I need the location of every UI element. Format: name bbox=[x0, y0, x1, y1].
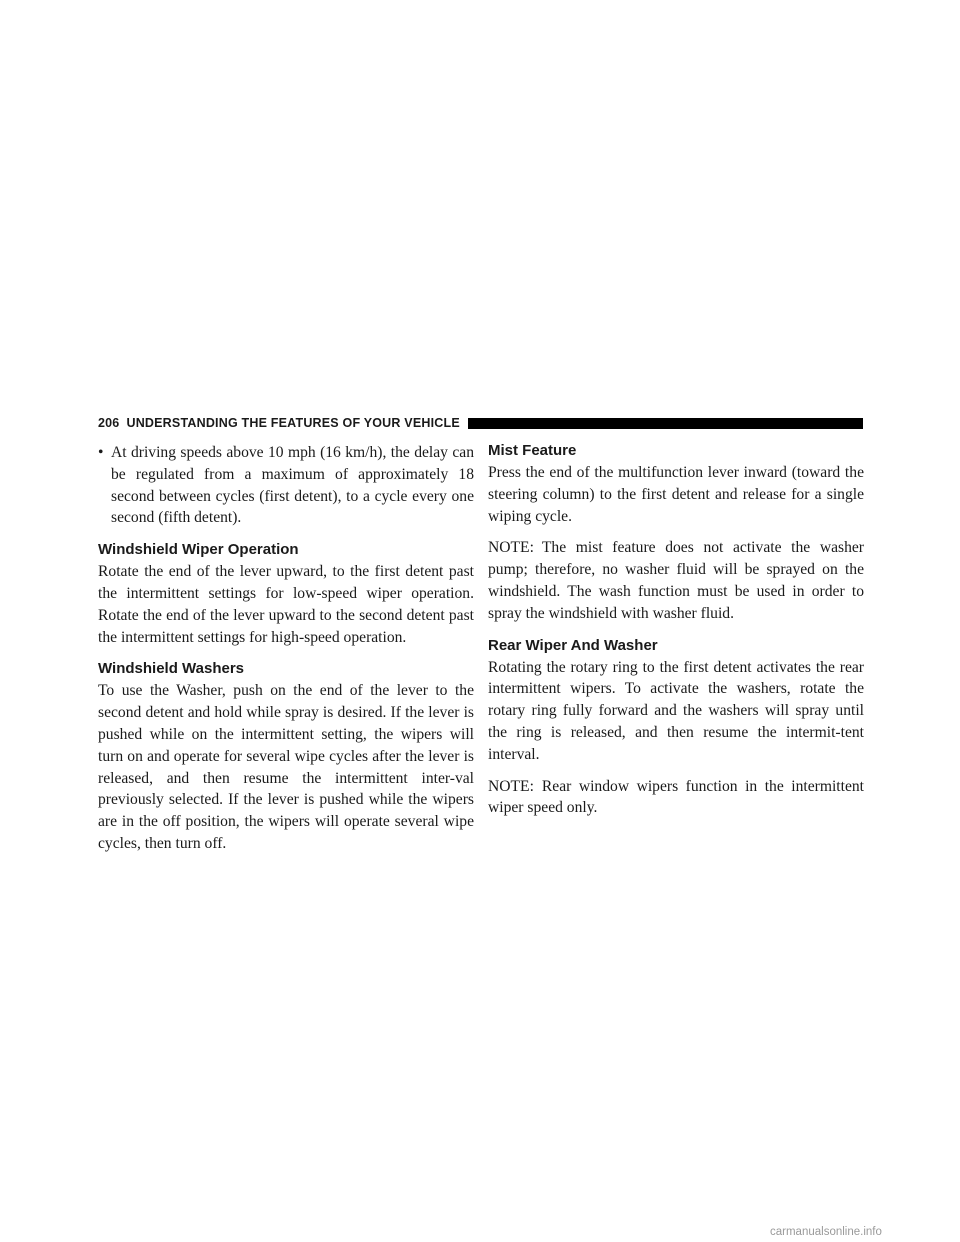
paragraph-washers: To use the Washer, push on the end of the lever to the second detent and hold while spray is desired. If the lever is pushed while on the intermittent setting, the wipers will turn on and operate for several wipe cycles after the lever is released, and then resume the intermittent inter-val previously selected. If the lever is pushed while the wipers are in the off position, the wipers will operate several wipe cycles, then turn off. bbox=[98, 682, 474, 852]
heading-windshield-washers: Windshield Washers bbox=[98, 660, 245, 678]
left-column bbox=[98, 442, 474, 865]
bullet-icon: • bbox=[98, 444, 104, 461]
heading-rear-wiper-and-washer: Rear Wiper And Washer bbox=[488, 636, 658, 654]
bullet-item bbox=[98, 442, 474, 529]
paragraph-wiper-operation: Rotate the end of the lever upward, to the first detent past the intermittent settings for low-speed wiper operation. Rotate the end of the lever upward to the second detent past the intermittent settings for high-speed operation. bbox=[98, 563, 474, 646]
watermark: carmanualsonline.info bbox=[770, 1226, 882, 1238]
note-mist bbox=[488, 537, 864, 624]
paragraph-rear: Rotating the rotary ring to the first detent activates the rear intermittent wipers. To activate the washers, rotate the rotary ring fully forward and the washers will spray until the ring is released, and then resume the intermit-tent interval. bbox=[488, 658, 864, 763]
note-rear-text: Rear window wipers function in the intermittent wiper speed only. bbox=[488, 777, 864, 817]
paragraph-mist: Press the end of the multifunction lever inward (toward the steering column) to the first detent and release for a single wiping cycle. bbox=[488, 464, 864, 525]
note-label: NOTE: bbox=[488, 777, 534, 795]
page-header bbox=[98, 416, 863, 430]
bullet-text: At driving speeds above 10 mph (16 km/h), the delay can be regulated from a maximum of approximately 18 second between cycles (first detent), to a cycle every one second (fifth detent). bbox=[111, 444, 474, 527]
header-rule bbox=[468, 418, 863, 429]
right-column bbox=[488, 442, 864, 829]
note-label: NOTE: bbox=[488, 539, 534, 557]
section-title: UNDERSTANDING THE FEATURES OF YOUR VEHICLE bbox=[126, 416, 460, 430]
page-number: 206 bbox=[98, 416, 120, 430]
note-mist-text: The mist feature does not activate the washer pump; therefore, no washer fluid will be sprayed on the windshield. The wash function must be used in order to spray the windshield with washer fluid. bbox=[488, 539, 864, 622]
heading-windshield-wiper-operation: Windshield Wiper Operation bbox=[98, 541, 299, 559]
heading-mist-feature: Mist Feature bbox=[488, 442, 577, 459]
note-rear bbox=[488, 776, 864, 820]
